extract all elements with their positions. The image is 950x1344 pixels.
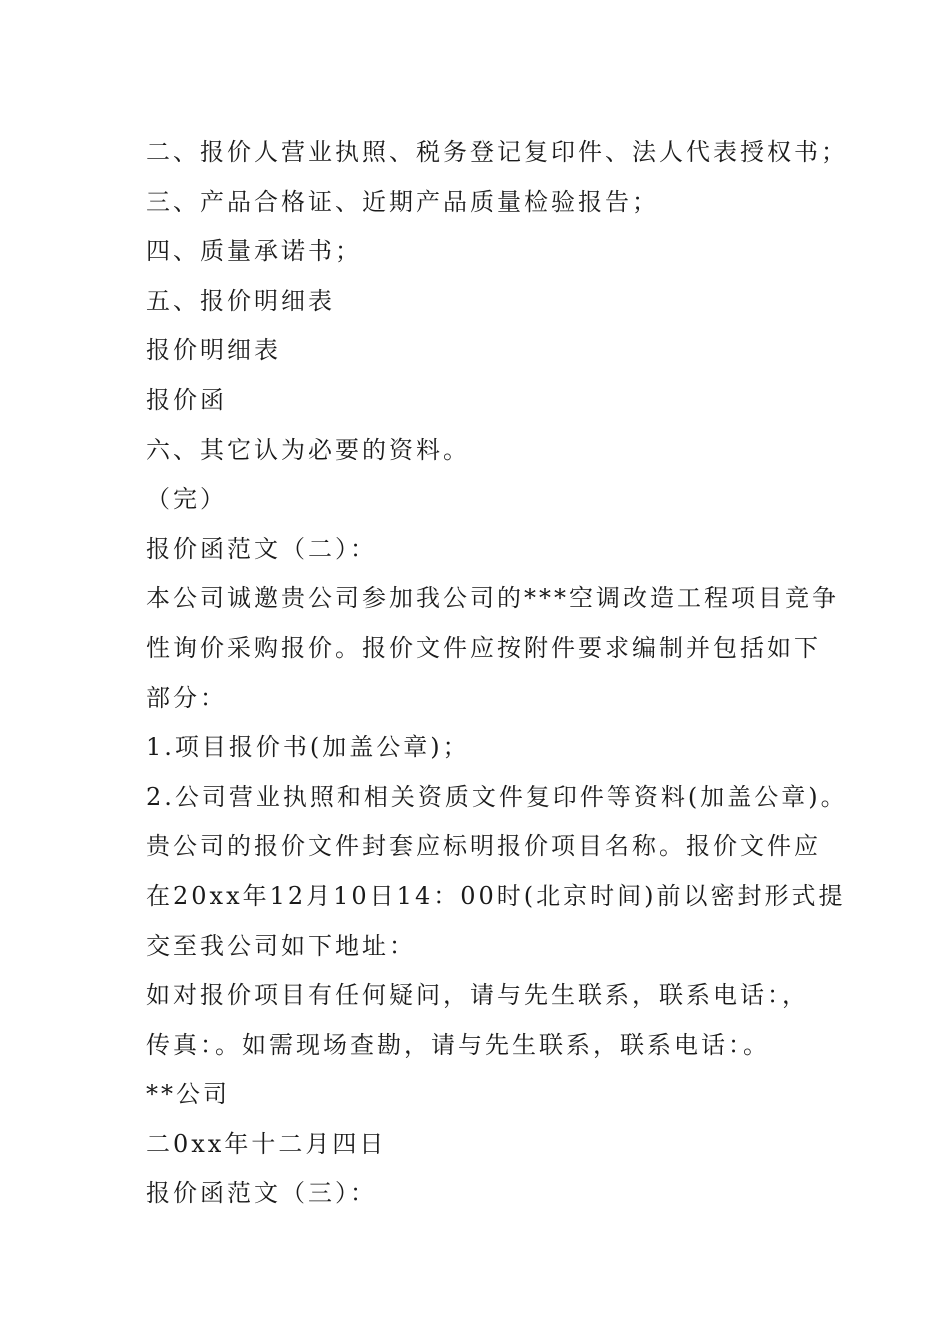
text-line-18: 如对报价项目有任何疑问，请与先生联系，联系电话：， (146, 981, 809, 1010)
text-line-3: 四、质量承诺书； (146, 237, 362, 266)
text-line-13: 1.项目报价书(加盖公章)； (146, 733, 470, 762)
text-line-8: （完） (146, 485, 227, 514)
text-line-12: 部分： (146, 683, 227, 712)
text-line-19: 传真：。如需现场查勘，请与先生联系，联系电话：。 (146, 1030, 770, 1059)
text-line-7: 六、其它认为必要的资料。 (146, 435, 470, 464)
signature-company: **公司 (146, 1080, 230, 1109)
text-line-1: 二、报价人营业执照、税务登记复印件、法人代表授权书； (146, 138, 848, 166)
signature-date: 二0xx年十二月四日 (146, 1129, 387, 1158)
text-line-2: 三、产品合格证、近期产品质量检验报告； (146, 187, 659, 216)
section-heading-3: 报价函范文（三）： (146, 1179, 377, 1208)
text-line-4: 五、报价明细表 (146, 286, 335, 315)
text-line-10: 本公司诚邀贵公司参加我公司的***空调改造工程项目竞争 (146, 584, 839, 613)
section-heading-2: 报价函范文（二）： (146, 534, 377, 563)
text-line-5: 报价明细表 (146, 336, 281, 365)
text-line-16: 在20xx年12月10日14：00时(北京时间)前以密封形式提 (146, 881, 846, 910)
text-line-17: 交至我公司如下地址： (146, 931, 416, 960)
document-body (146, 128, 848, 1219)
text-line-14: 2.公司营业执照和相关资质文件复印件等资料(加盖公章)。 (146, 782, 848, 811)
text-line-11: 性询价采购报价。报价文件应按附件要求编制并包括如下 (146, 633, 821, 662)
text-line-15: 贵公司的报价文件封套应标明报价项目名称。报价文件应 (146, 832, 821, 861)
text-line-6: 报价函 (146, 385, 227, 414)
